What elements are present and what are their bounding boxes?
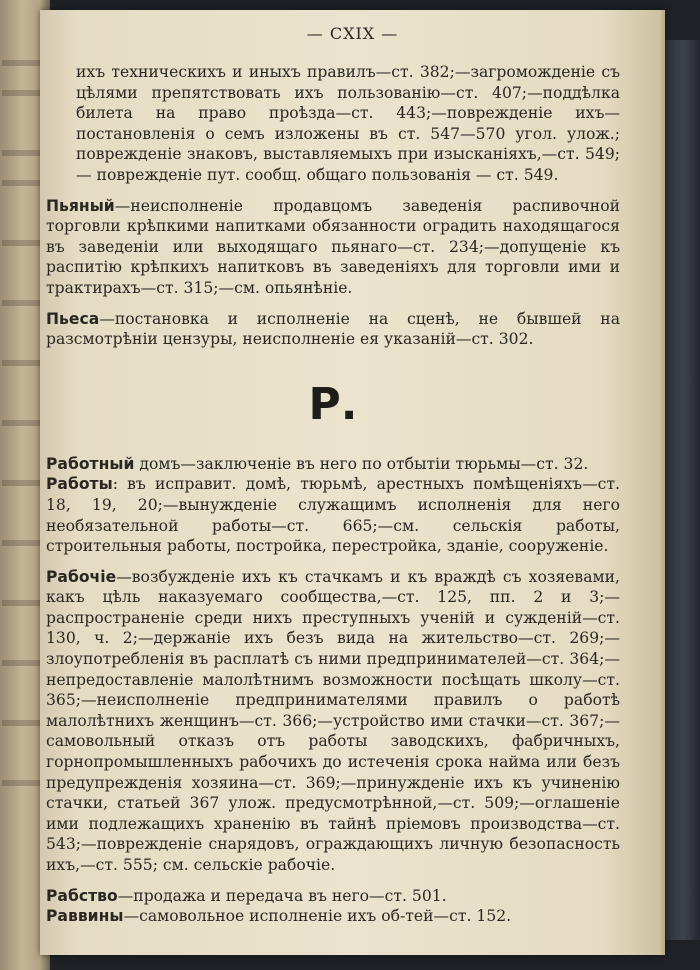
section-letter-heading: Р.: [308, 378, 358, 430]
entry-text: —возбужденіе ихъ къ стачкамъ и къ враждѣ съ хозяевами, какъ цѣль наказуемаго сообщества,—ст. 125, пп. 2 и 3;—распространеніе среди нихъ преступныхъ ученій и сужденій—ст. 130, ч. 2;—держаніе ихъ безъ вида на жительство—ст. 269;—злоупотребленія въ расплатѣ съ ними предпринимателей—ст. 364;—непредоставленіе малолѣтнимъ возможности посѣщать школу—ст. 365;—неисполненіе предпринимателями правилъ о работѣ малолѣтнихъ женщинъ—ст. 366;—устройство ими стачки—ст. 367;—самовольный отказъ отъ работы заводскихъ, фабричныхъ, горнопромышленныхъ рабочихъ до истеченія срока найма или безъ предупрежденія хозяина—ст. 369;—принужденіе ихъ къ учиненію стачки, статьей 367 улож. предусмотрѣнной,—ст. 509;—оглашеніе ими подлежащихъ храненію въ тайнѣ пріемовъ производства—ст. 543;—поврежденіе снарядовъ, ограждающихъ личную безопасность ихъ,—ст. 555; см. сельскіе рабочіе.: [46, 567, 620, 874]
index-entry: [46, 62, 620, 186]
page-number: — CXIX —: [306, 24, 399, 43]
entry-term: Пьеса: [46, 309, 100, 328]
index-entry: [46, 474, 620, 556]
entry-text: —самовольное исполненіе ихъ об-тей—ст. 152.: [123, 907, 512, 926]
entry-term: Работы: [46, 475, 113, 494]
entry-text: домъ—заключеніе въ него по отбытіи тюрьмы—ст. 32.: [134, 454, 589, 473]
index-entry: [46, 309, 620, 350]
entry-term: Работный: [46, 454, 135, 473]
index-entry: [46, 454, 620, 475]
entry-term: Пьяный: [46, 196, 115, 215]
page-edge: [659, 10, 665, 955]
book-page: [40, 10, 665, 955]
entry-text: —неисполненіе продавцомъ заведенія распивочной торговли крѣпкими напитками обязанности оградить находящагося въ заведеніи или выходящаго пьянаго—ст. 234;—допущеніе къ распитію крѣпкихъ напитковъ въ заведеніяхъ для торговли ими и трактирахъ—ст. 315;—см. опьянѣніе.: [46, 196, 620, 297]
entry-text: —постановка и исполненіе на сценѣ, не бывшей на разсмотрѣніи цензуры, неисполненіе ея указаній—ст. 302.: [46, 309, 620, 349]
book-cover-edge: [660, 40, 700, 940]
index-entry: [46, 886, 620, 907]
index-entry: [46, 906, 620, 927]
entry-term: Рабочіе: [46, 567, 117, 586]
entry-term: Раввины: [46, 907, 124, 926]
index-entry: [46, 196, 620, 299]
page-content: [46, 62, 620, 927]
index-entry: [46, 567, 620, 876]
entry-text: —продажа и передача въ него—ст. 501.: [117, 886, 447, 905]
entry-term: Рабство: [46, 886, 118, 905]
entry-text: ихъ техническихъ и иныхъ правилъ—ст. 382;—загроможденіе съ цѣлями препятствовать ихъ пользованію—ст. 407;—поддѣлка билета на право проѣзда—ст. 443;—поврежденіе ихъ—постановленія о семъ изложены въ ст. 547—570 угол. улож.; поврежденіе знаковъ, выставляемыхъ при изысканіяхъ,—ст. 549; — поврежденіе пут. сообщ. общаго пользованія — ст. 549.: [76, 63, 620, 184]
entry-text: : въ исправит. домѣ, тюрьмѣ, арестныхъ помѣщеніяхъ—ст. 18, 19, 20;—вынужденіе служащимъ исполненія для него необязательной работы—ст. 665;—см. сельскія работы, строительныя работы, постройка, перестройка, зданіе, сооруженіе.: [46, 475, 620, 556]
